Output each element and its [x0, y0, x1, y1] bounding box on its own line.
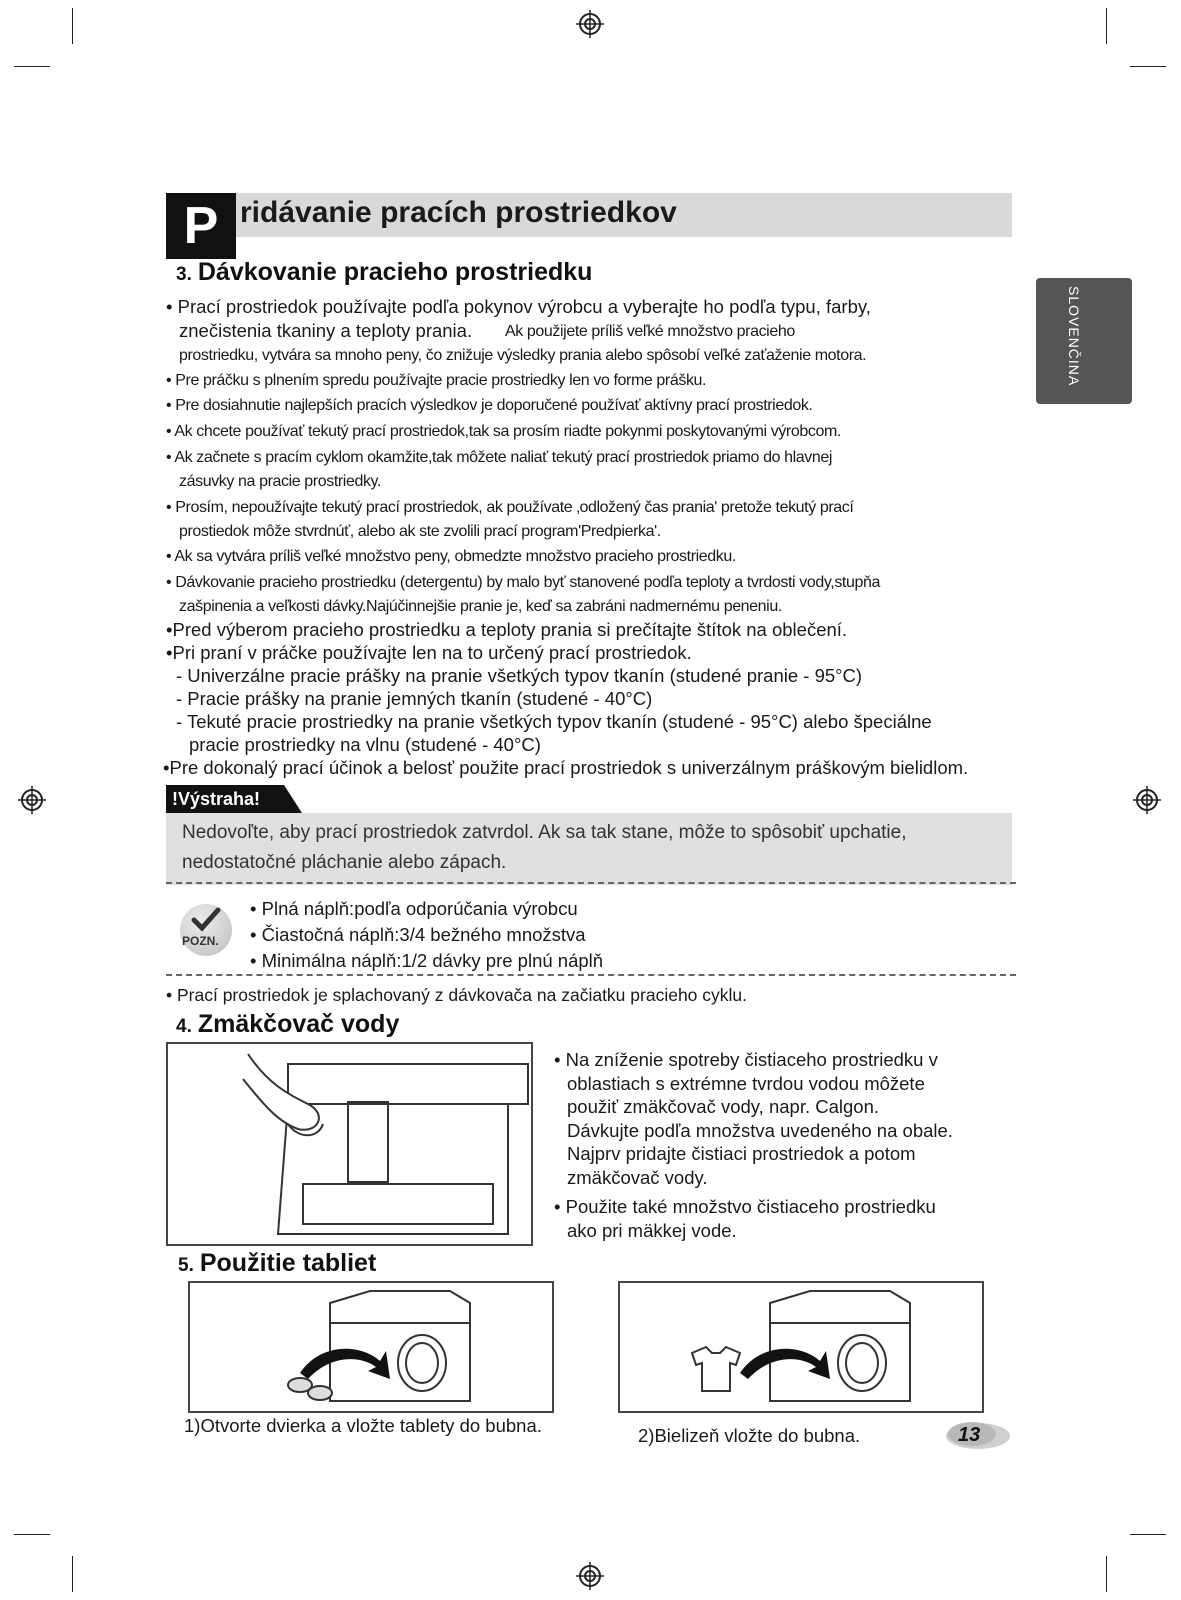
title-initial: P: [166, 193, 236, 259]
crop-mark: [1106, 8, 1107, 44]
note-item: • Čiastočná náplň:3/4 bežného množstva: [250, 924, 586, 945]
note-item: • Minimálna náplň:1/2 dávky pre plnú náplň: [250, 950, 604, 971]
washing-machine-icon: [330, 1291, 470, 1401]
registration-mark-icon: [1133, 786, 1161, 814]
caption: 1)Otvorte dvierka a vložte tablety do bubna.: [184, 1415, 542, 1436]
crop-mark: [72, 8, 73, 44]
text-line: oblastiach s extrémne tvrdou vodou môžete: [567, 1072, 925, 1094]
text-line: pracie prostriedky na vlnu (studené - 40°C): [189, 734, 541, 755]
text-line: •Pre dokonalý prací účinok a belosť použite prací prostriedok s univerzálnym práškovým bielidlom.: [163, 757, 969, 778]
text-line: zašpinenia a veľkosti dávky.Najúčinnejšie pranie je, keď sa zabráni nadmernému peneniu.: [179, 598, 782, 615]
text-line: - Tekuté pracie prostriedky na pranie všetkých typov tkanín (studené - 95°C) alebo špeciálne: [176, 711, 932, 732]
hand-icon: [168, 1044, 531, 1244]
note-icon-label: POZN.: [182, 934, 219, 948]
crop-mark: [1130, 1534, 1166, 1535]
crop-mark: [14, 1534, 50, 1535]
text-line: zmäkčovač vody.: [567, 1166, 708, 1188]
text-line: prostriedku, vytvára sa mnoho peny, čo znižuje výsledky prania alebo spôsobí veľké zaťaženie motora.: [179, 347, 867, 364]
warning-label: !Výstraha!: [166, 785, 284, 813]
text-line: • Pre práčku s plnením spredu používajte pracie prostriedky len vo forme prášku.: [166, 372, 707, 389]
page-number: 13: [958, 1424, 981, 1446]
crop-mark: [1106, 1556, 1107, 1592]
text-line: • Prací prostriedok je splachovaný z dávkovača na začiatku pracieho cyklu.: [166, 985, 748, 1005]
page-title: ridávanie pracích prostriedkov: [240, 196, 677, 229]
text-line: • Na zníženie spotreby čistiaceho prostriedku v: [554, 1049, 938, 1070]
text-line: Dávkujte podľa množstva uvedeného na obale.: [567, 1119, 953, 1141]
crop-mark: [14, 66, 50, 67]
section-5-heading: [178, 1249, 376, 1278]
text-line: • Ak začnete s pracím cyklom okamžite,tak môžete naliať tekutý prací prostriedok priamo do hlavnej: [166, 449, 833, 466]
page-number-badge: [944, 1418, 1014, 1454]
crop-mark: [72, 1556, 73, 1592]
divider: [166, 974, 1016, 976]
text-line: použiť zmäkčovač vody, napr. Calgon.: [567, 1096, 880, 1117]
section-title: Dávkovanie pracieho prostriedku: [197, 258, 593, 286]
note-item: • Plná náplň:podľa odporúčania výrobcu: [250, 898, 578, 919]
registration-mark-icon: [576, 1562, 604, 1590]
text-line: • Prosím, nepoužívajte tekutý prací prostriedok, ak používate ‚odložený čas prania' pretože tekutý prací: [166, 499, 854, 516]
text-line: Ak použijete príliš veľké množstvo pracieho: [505, 323, 795, 340]
divider: [166, 882, 1016, 884]
text-line: • Prací prostriedok používajte podľa pokynov výrobcu a vyberajte ho podľa typu, farby,: [166, 296, 871, 317]
shirt-icon: [692, 1347, 740, 1391]
language-tab-label: SLOVENČINA: [1066, 286, 1082, 387]
text-line: prostiedok môže stvrdnúť, alebo ak ste zvolili prací program'Predpierka'.: [179, 523, 661, 540]
dispenser-illustration: [166, 1042, 533, 1246]
section-3-heading: [176, 258, 592, 287]
text-line: • Ak chcete používať tekutý prací prostriedok,tak sa prosím riadte pokynmi poskytovanými výrobcom.: [166, 423, 841, 440]
text-line: Najprv pridajte čistiaci prostriedok a potom: [567, 1143, 916, 1164]
text-line: - Pracie prášky na pranie jemných tkanín (studené - 40°C): [176, 688, 653, 709]
warning-text: [182, 818, 1002, 878]
caption: 2)Bielizeň vložte do bubna.: [638, 1425, 861, 1446]
tablets-illustration: [188, 1281, 554, 1413]
text-line: •Pri praní v práčke používajte len na to určený prací prostriedok.: [166, 642, 692, 663]
warning-line: Nedovoľte, aby prací prostriedok zatvrdol. Ak sa tak stane, môže to spôsobiť upchatie,: [182, 822, 907, 843]
text-line: ako pri mäkkej vode.: [567, 1219, 737, 1241]
text-line: • Použite také množstvo čistiaceho prostriedku: [554, 1196, 936, 1217]
text-line: •Pred výberom pracieho prostriedku a teploty prania si prečítajte štítok na oblečení.: [166, 619, 848, 640]
text-line: - Univerzálne pracie prášky na pranie všetkých typov tkanín (studené pranie - 95°C): [176, 665, 863, 686]
section-number: 3.: [176, 264, 192, 285]
washing-machine-icon: [770, 1291, 910, 1401]
registration-mark-icon: [18, 786, 46, 814]
note-icon: [180, 904, 232, 956]
text-line: zásuvky na pracie prostriedky.: [179, 473, 382, 490]
note-list: [250, 896, 603, 974]
section-4-text: [554, 1048, 953, 1242]
text-line: • Pre dosiahnutie najlepších pracích výsledkov je doporučené používať aktívny prací prostriedok.: [166, 397, 813, 414]
section-number: 4.: [176, 1016, 192, 1037]
checkmark-icon: [190, 906, 222, 934]
crop-mark: [1130, 66, 1166, 67]
text-line: • Ak sa vytvára príliš veľké množstvo peny, obmedzte množstvo pracieho prostriedku.: [166, 548, 736, 565]
text-line: • Dávkovanie pracieho prostriedku (detergentu) by malo byť stanovené podľa teploty a tvrdosti vody,stupňa: [166, 574, 880, 591]
tablet-icon: [288, 1378, 332, 1400]
registration-mark-icon: [576, 10, 604, 38]
text-line: znečistenia tkaniny a teploty prania.: [179, 320, 473, 341]
section-number: 5.: [178, 1255, 194, 1276]
language-tab: [1036, 278, 1132, 404]
warning-line: nedostatočné pláchanie alebo zápach.: [182, 852, 507, 873]
laundry-illustration: [618, 1281, 984, 1413]
section-4-heading: [176, 1010, 399, 1039]
section-title: Použitie tabliet: [199, 1249, 377, 1277]
section-title: Zmäkčovač vody: [197, 1010, 400, 1038]
